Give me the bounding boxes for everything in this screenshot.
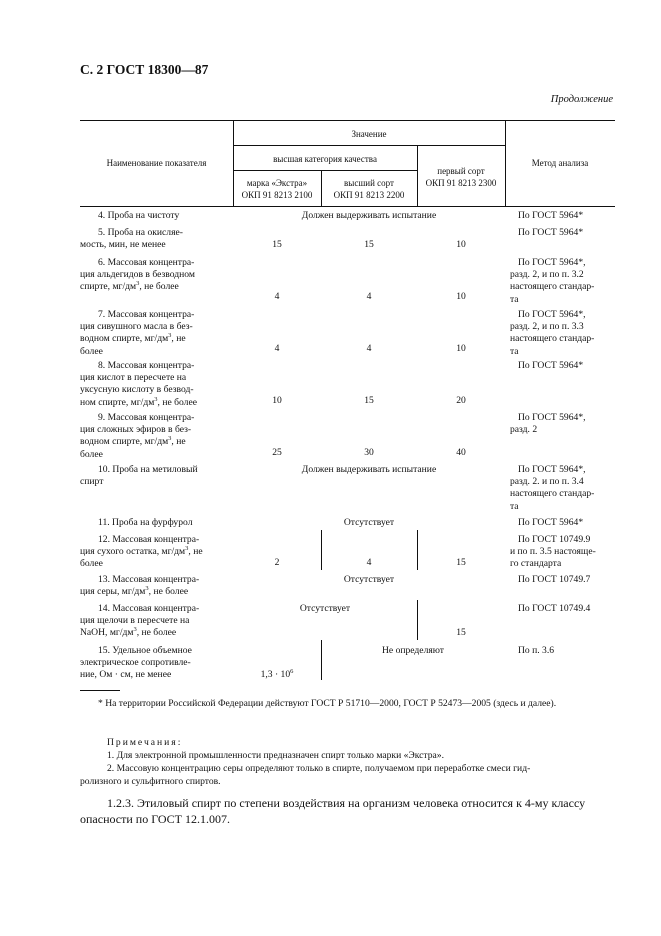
header-rule-top-grade <box>233 170 417 171</box>
header-top-grade: высшая категория качества <box>273 154 377 164</box>
row-9-extra: 25 <box>272 447 282 458</box>
row-6-name: 6. Массовая концентра- ция альдегидов в безводном спирте, $мг/дм^3$, не более <box>80 257 195 293</box>
row-10-value: Должен выдерживать испытание <box>301 464 437 475</box>
row-15-name: 15. Удельное объемное электрическое сопротивле- ние, Ом · см, не менее <box>80 645 192 681</box>
row-9-highest: 30 <box>364 447 374 458</box>
row-12-extra: 2 <box>274 557 280 568</box>
row-9-method: По ГОСТ 5964*, разд. 2 <box>510 412 586 436</box>
row-5-extra: 15 <box>272 239 282 250</box>
header-highest: высший сорт ОКП 91 8213 2200 <box>333 178 405 200</box>
row-7-extra: 4 <box>274 343 280 354</box>
row-13-name: 13. Массовая концентра- ция серы, $мг/дм^3$, не более <box>80 574 200 598</box>
row-5-name: 5. Проба на окисляе- мость, мин, не менее <box>80 227 183 251</box>
row-4-method: По ГОСТ 5964* <box>518 210 584 221</box>
row-15-extra: $1,3 \cdot 10^6$ <box>260 668 294 680</box>
row-5-method: По ГОСТ 5964* <box>518 227 584 238</box>
row-14-method: По ГОСТ 10749.4 <box>518 603 591 614</box>
row-8-name: 8. Массовая концентра- ция кислот в пересчете на уксусную кислоту в безвод- ном спирте, $мг/дм^3$, не более <box>80 360 197 408</box>
header-rule-value <box>233 145 505 146</box>
row-11-method: По ГОСТ 5964* <box>518 517 584 528</box>
table-top-rule <box>80 120 615 121</box>
row-14-first: 15 <box>456 627 466 638</box>
row-13-value: Отсутствует <box>343 574 395 585</box>
row-14-value-merged: Отсутствует <box>299 603 351 614</box>
row-5-first: 10 <box>456 239 466 250</box>
footnote: * На территории Российской Федерации действуют ГОСТ Р 51710—2000, ГОСТ Р 52473—2005 (здесь и далее). <box>98 698 557 709</box>
table-header-bottom-rule <box>80 206 615 207</box>
row-6-extra: 4 <box>274 291 280 302</box>
row-7-highest: 4 <box>366 343 372 354</box>
row-9-name: 9. Массовая концентра- ция сложных эфиров в без- водном спирте, $мг/дм^3$, не более <box>80 412 195 460</box>
continuation-label: Продолжение <box>550 94 613 105</box>
row-7-name: 7. Массовая концентра- ция сивушного масла в без- водном спирте, $мг/дм^3$, не более <box>80 309 195 357</box>
row-8-highest: 15 <box>364 395 374 406</box>
note-2: 2. Массовую концентрацию серы определяют только в спирте, получаемом при переработке смеси гид- ролизного и сульфитного спиртов. <box>80 763 531 787</box>
row-4-value: Должен выдерживать испытание <box>301 210 437 221</box>
row-10-method: По ГОСТ 5964*, разд. 2. и по п. 3.4 настоящего стандар- та <box>510 464 595 512</box>
row-6-highest: 4 <box>366 291 372 302</box>
row-6-method: По ГОСТ 5964*, разд. 2, и по п. 3.2 настоящего стандар- та <box>510 257 595 305</box>
row-14-name: 14. Массовая концентра- ция щелочи в пересчете на NaOH, $мг/дм^3$, не более <box>80 603 200 639</box>
row-9-first: 40 <box>456 447 466 458</box>
note-1: 1. Для электронной промышленности предназначен спирт только марки «Экстра». <box>107 750 444 761</box>
row-7-method: По ГОСТ 5964*, разд. 2, и по п. 3.3 настоящего стандар- та <box>510 309 595 357</box>
row-7-first: 10 <box>456 343 466 354</box>
row-11-name: 11. Проба на фурфурол <box>98 517 193 528</box>
row-6-first: 10 <box>456 291 466 302</box>
row-10-name: 10. Проба на метиловый спирт <box>80 464 198 488</box>
header-extra: марка «Экстра» ОКП 91 8213 2100 <box>241 178 313 200</box>
header-indicator: Наименование показателя <box>106 158 207 168</box>
row-11-value: Отсутствует <box>343 517 395 528</box>
footnote-separator <box>80 690 120 691</box>
row-15-method: По п. 3.6 <box>518 645 555 656</box>
row-12-method: По ГОСТ 10749.9 и по п. 3.5 настояще- го стандарта <box>510 534 596 570</box>
row-12-name: 12. Массовая концентра- ция сухого остатка, $мг/дм^3$, не более <box>80 534 203 570</box>
row-5-highest: 15 <box>364 239 374 250</box>
header-value: Значение <box>351 129 387 139</box>
notes-title: Примечания: <box>107 737 183 748</box>
row-15-value-merged: Не определяют <box>381 645 445 656</box>
paragraph-1-2-3: 1.2.3. Этиловый спирт по степени воздействия на организм человека относится к 4-му классу опасности по ГОСТ 12.1.007. <box>80 796 586 826</box>
row-8-method: По ГОСТ 5964* <box>518 360 584 371</box>
row-12-first: 15 <box>456 557 466 568</box>
row-8-extra: 10 <box>272 395 282 406</box>
header-method: Метод анализа <box>531 158 589 168</box>
row-8-first: 20 <box>456 395 466 406</box>
row-4-name: 4. Проба на чистоту <box>98 210 180 221</box>
header-first: первый сорт ОКП 91 8213 2300 <box>425 166 497 188</box>
row-13-method: По ГОСТ 10749.7 <box>518 574 591 585</box>
page-header: С. 2 ГОСТ 18300—87 <box>80 62 209 77</box>
row-12-highest: 4 <box>366 557 372 568</box>
